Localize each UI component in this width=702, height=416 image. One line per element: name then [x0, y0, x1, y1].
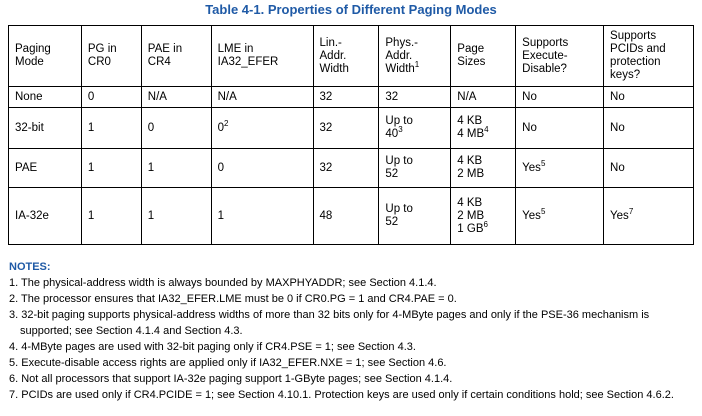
cell-page-sizes: 4 KB 2 MB [451, 149, 516, 188]
footnote-ref: 4 [484, 125, 489, 135]
cell-pg: 1 [81, 108, 141, 149]
cell-phys-width: 32 [379, 87, 451, 108]
cell-page-sizes: N/A [451, 87, 516, 108]
paging-modes-table [8, 25, 694, 245]
cell-pae: 0 [141, 108, 211, 149]
cell-lin-width: 32 [313, 149, 379, 188]
notes-heading: NOTES: [9, 261, 51, 273]
header-lin-addr-width: Lin.- Addr. Width [313, 26, 379, 87]
table-row [9, 188, 694, 245]
header-lme-in-efer: LME in IA32_EFER [211, 26, 313, 87]
cell-phys-width: Up to 52 [379, 149, 451, 188]
cell-lme: 0 [211, 149, 313, 188]
note-item: 7. PCIDs are used only if CR4.PCIDE = 1; see Section 4.10.1. Protection keys are used only if certain conditions hold; see Section 4.6.2. [9, 389, 674, 401]
cell-execute-disable: Yes$^5$ [516, 149, 604, 188]
header-pg-in-cr0: PG in CR0 [81, 26, 141, 87]
note-item: 3. 32-bit paging supports physical-address widths of more than 32 bits only for 4-MByte pages and only if the PSE-36 mechanism is supported; see Section 4.1.4 and Section 4.3. [9, 309, 650, 337]
cell-lin-width: 32 [313, 108, 379, 149]
table-title: Table 4-1. Properties of Different Paging Modes [205, 2, 497, 17]
cell-phys-width: Up to $40^3$ [379, 108, 451, 149]
header-execute-disable: Supports Execute- Disable? [516, 26, 604, 87]
footnote-ref: 1 [414, 59, 420, 69]
cell-execute-disable: No [516, 87, 604, 108]
cell-lme: N/A [211, 87, 313, 108]
cell-execute-disable: Yes$^5$ [516, 188, 604, 245]
cell-mode: PAE [9, 149, 82, 188]
cell-pcid: Yes$^7$ [604, 188, 694, 245]
cell-pcid: No [604, 149, 694, 188]
cell-mode: None [9, 87, 82, 108]
cell-execute-disable: No [516, 108, 604, 149]
cell-phys-width: Up to 52 [379, 188, 451, 245]
cell-pae: 1 [141, 188, 211, 245]
footnote-ref: 5 [540, 206, 546, 216]
header-page-sizes: Page Sizes [451, 26, 516, 87]
note-item: 1. The physical-address width is always bounded by MAXPHYADDR; see Section 4.1.4. [9, 277, 437, 289]
note-item: 2. The processor ensures that IA32_EFER.LME must be 0 if CR0.PG = 1 and CR4.PAE = 0. [9, 293, 457, 305]
header-paging-mode: Paging Mode [9, 26, 82, 87]
notes-section [9, 259, 693, 403]
cell-pcid: No [604, 108, 694, 149]
note-item: 4. 4-MByte pages are used with 32-bit paging only if CR4.PSE = 1; see Section 4.3. [9, 341, 416, 353]
footnote-ref: 6 [483, 219, 488, 229]
cell-mode: IA-32e [9, 188, 82, 245]
footnote-ref: 3 [398, 125, 403, 135]
table-row [9, 108, 694, 149]
cell-page-sizes: 4 KB 2 MB 1 $GB^6$ [451, 188, 516, 245]
footnote-ref: 5 [540, 158, 546, 168]
cell-page-sizes: 4 KB 4 $MB^4$ [451, 108, 516, 149]
cell-pg: 0 [81, 87, 141, 108]
header-row [9, 26, 694, 87]
cell-pae: N/A [141, 87, 211, 108]
cell-lin-width: 48 [313, 188, 379, 245]
footnote-ref: 7 [628, 206, 634, 216]
cell-lin-width: 32 [313, 87, 379, 108]
header-pae-in-cr4: PAE in CR4 [141, 26, 211, 87]
note-item: 5. Execute-disable access rights are applied only if IA32_EFER.NXE = 1; see Section 4.6. [9, 357, 447, 369]
cell-pae: 1 [141, 149, 211, 188]
footnote-ref: 2 [224, 118, 229, 128]
header-phys-addr-width: Phys.- Addr. Width$^1$ [379, 26, 451, 87]
note-item: 6. Not all processors that support IA-32e paging support 1-GByte pages; see Section 4.1.4. [9, 373, 453, 385]
cell-pg: 1 [81, 188, 141, 245]
header-pcids-protection-keys: Supports PCIDs and protection keys? [604, 26, 694, 87]
table-row [9, 149, 694, 188]
cell-mode: 32-bit [9, 108, 82, 149]
table-row [9, 87, 694, 108]
cell-pcid: No [604, 87, 694, 108]
cell-lme: $0^2$ [211, 108, 313, 149]
cell-pg: 1 [81, 149, 141, 188]
cell-lme: 1 [211, 188, 313, 245]
